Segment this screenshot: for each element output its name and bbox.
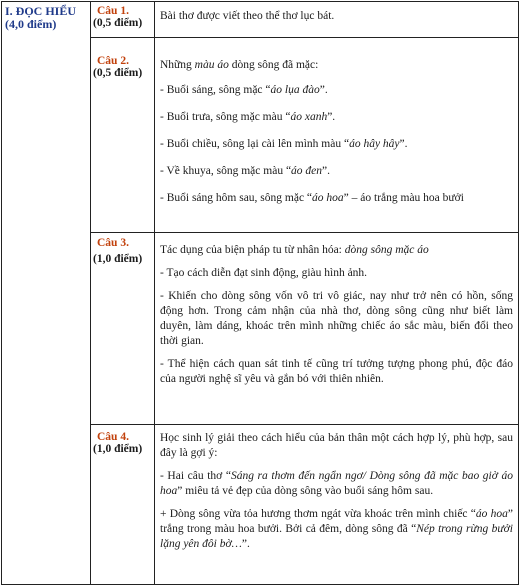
answer-cell <box>155 233 519 425</box>
question-2-item: - Buổi sáng, sông mặc “áo lụa đào”. <box>160 84 328 96</box>
section-points: (4,0 điểm) <box>5 17 57 31</box>
question-1-points: (0,5 điểm) <box>93 17 143 29</box>
question-3-points: (1,0 điểm) <box>93 253 143 265</box>
answer-cell <box>155 2 519 38</box>
question-2-item: - Buổi trưa, sông mặc màu “áo xanh”. <box>160 111 336 123</box>
table-row <box>2 2 519 38</box>
answer-key-table <box>1 1 519 585</box>
question-4-label: Câu 4. <box>97 431 129 443</box>
question-3-point-1: - Tạo cách diễn đạt sinh động, giàu hình ảnh. <box>160 267 368 279</box>
question-2-points: (0,5 điểm) <box>93 67 143 79</box>
section-cell <box>2 2 91 585</box>
question-4-points: (1,0 điểm) <box>93 443 143 455</box>
question-2-item: - Về khuya, sông mặc màu “áo đen”. <box>160 165 331 177</box>
question-4-point-2: + Dòng sông vừa tỏa hương thơm ngát vừa khoác trên mình chiếc “áo hoa” trắng trong màu hoa bưởi. Bởi cả đêm, dòng sông đã “Nép trong rừng bưởi lặng yên đôi bờ…”. <box>160 508 513 550</box>
question-2-label: Câu 2. <box>97 55 129 67</box>
question-3-label: Câu 3. <box>97 237 129 249</box>
answer-cell <box>155 38 519 233</box>
answer-cell <box>155 425 519 585</box>
section-title: I. ĐỌC HIỂU <box>5 4 77 18</box>
question-2-item: - Buổi chiều, sông lại cài lên mình màu “áo hây hây”. <box>160 138 408 150</box>
question-4-intro: Học sinh lý giải theo cách hiểu của bản thân một cách hợp lý, phù hợp, sau đây là gợi ý: <box>160 432 513 459</box>
question-3-point-2: - Khiến cho dòng sông vốn vô tri vô giác, nay như trở nên có hồn, sống động hơn. Trong cảm nhận của nhà thơ, dòng sông cũng như biết làm duyên, làm dáng, khoác trên mình những chiếc áo sắc màu, biến đổi theo thời gian. <box>160 290 513 347</box>
question-3-point-3: - Thể hiện cách quan sát tinh tế cũng trí tưởng tượng phong phú, độc đáo của người nghệ sĩ yêu và gắn bó với thiên nhiên. <box>160 358 513 385</box>
question-3-intro: Tác dụng của biện pháp tu từ nhân hóa: dòng sông mặc áo <box>160 244 429 256</box>
question-4-point-1: - Hai câu thơ “Sáng ra thơm đến ngẩn ngơ/ Dòng sông đã mặc bao giờ áo hoa” miêu tả vẻ đẹp của dòng sông vào buổi sáng hôm sau. <box>160 470 513 497</box>
question-cell <box>91 233 155 425</box>
question-1-label: Câu 1. <box>97 5 129 17</box>
question-cell <box>91 38 155 233</box>
question-cell <box>91 2 155 38</box>
question-cell <box>91 425 155 585</box>
question-2-intro: Những màu áo dòng sông đã mặc: <box>160 59 319 71</box>
question-1-answer: Bài thơ được viết theo thể thơ lục bát. <box>160 10 335 22</box>
question-2-item: - Buổi sáng hôm sau, sông mặc “áo hoa” – áo trắng màu hoa bưởi <box>160 192 464 204</box>
